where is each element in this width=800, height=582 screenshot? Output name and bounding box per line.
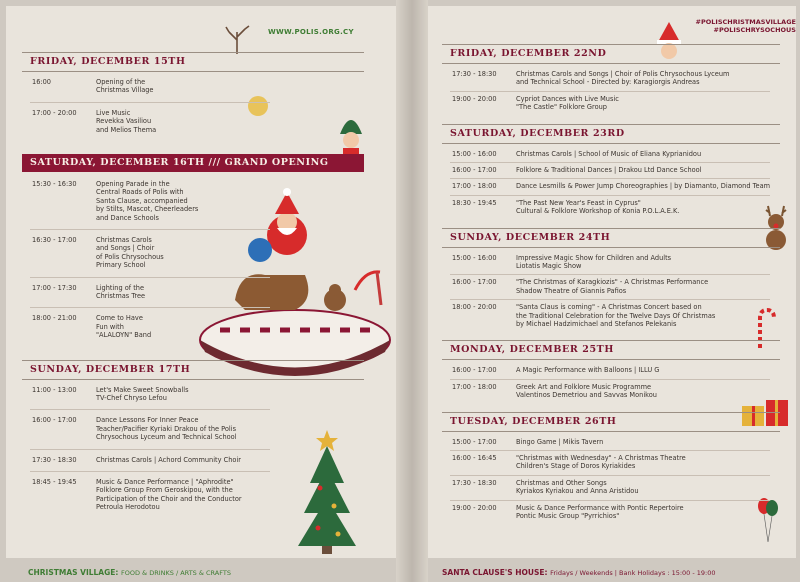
schedule-event [32, 314, 356, 339]
schedule-event [452, 278, 772, 295]
event-time: 16:00 - 17:00 [32, 416, 77, 425]
event-description: A Magic Performance with Balloons | ILLU G [516, 366, 660, 375]
event-description: Bingo Game | Mikis Tavern [516, 437, 604, 446]
schedule-event [452, 504, 772, 521]
website-url[interactable]: WWW.POLIS.ORG.CY [268, 28, 354, 36]
event-description: "The Past New Year's Feast in Cyprus" Cultural & Folklore Workshop of Konia P.O.L.A.E.K. [516, 198, 680, 216]
schedule-event [32, 109, 356, 134]
event-divider [450, 91, 770, 92]
event-time: 17:00 - 17:30 [32, 283, 77, 292]
event-time: 15:30 - 16:30 [32, 180, 77, 188]
schedule-event [452, 438, 772, 446]
event-description: Christmas Carols and Songs | Choir of Polis Chrysochous Lyceum and Technical School - Directed by: Karagiorgis Andreas [516, 70, 730, 87]
event-divider [450, 475, 770, 476]
event-time: 16:00 - 17:00 [452, 166, 497, 174]
event-time: 11:00 - 13:00 [32, 385, 77, 394]
event-time: 18:45 - 19:45 [32, 478, 77, 486]
hashtag-village: #POLISCHRISTMASVILLAGE [695, 18, 796, 26]
schedule-event [452, 366, 772, 374]
hashtag-polis: #POLISCHRYSOCHOUS [713, 26, 796, 34]
event-divider [30, 307, 270, 308]
schedule-event [32, 78, 356, 95]
event-divider [450, 195, 770, 196]
event-description: Opening of the Christmas Village [96, 78, 154, 95]
event-time: 19:00 - 20:00 [452, 94, 497, 103]
event-description: Folklore & Traditional Dances | Drakou Ltd Dance School [516, 166, 702, 174]
event-time: 16:00 - 17:00 [452, 366, 497, 375]
event-time: 18:00 - 21:00 [32, 314, 77, 323]
event-time: 16:00 - 16:45 [452, 454, 497, 462]
schedule-event [32, 284, 356, 301]
event-divider [30, 277, 270, 278]
event-time: 17:00 - 18:00 [452, 382, 497, 391]
event-divider [30, 102, 270, 103]
event-divider [450, 274, 770, 275]
schedule-event [452, 454, 772, 471]
schedule-event [452, 70, 772, 87]
event-time: 16:00 [32, 78, 52, 86]
event-description: Christmas Carols | School of Music of Eliana Kyprianidou [516, 149, 702, 158]
event-description: Impressive Magic Show for Children and Adults Liotatis Magic Show [516, 253, 672, 270]
schedule-event [32, 236, 356, 270]
event-description: "The Christmas of Karagkiozis" - A Christmas Performance Shadow Theatre of Giannis Pafios [516, 278, 709, 295]
event-divider [450, 450, 770, 451]
schedule-event [452, 303, 772, 328]
event-description: Christmas Carols | Achord Community Choir [96, 455, 241, 464]
event-description: Music & Dance Performance | "Aphrodite" Folklore Group From Geroskipou, with the Participation of the Choir and the Conductor Petroula Herodotou [96, 478, 242, 512]
footer-santa-label: SANTA CLAUSE'S HOUSE: [442, 568, 548, 577]
schedule-event [32, 456, 356, 464]
schedule-event [452, 150, 772, 158]
footer-santa-house [442, 566, 716, 580]
event-divider [450, 299, 770, 300]
footer-christmas-village [28, 566, 231, 580]
day-header: SATURDAY, DECEMBER 16TH /// GRAND OPENING [22, 154, 364, 172]
schedule-event [452, 182, 772, 190]
schedule-event [32, 478, 356, 512]
event-description: Let's Make Sweet Snowballs TV-Chef Chryso Lefou [96, 385, 189, 402]
event-time: 15:00 - 16:00 [452, 253, 497, 262]
event-divider [30, 229, 270, 230]
event-description: Live Music Revekka Vasiliou and Melios Thema [96, 108, 157, 134]
event-time: 15:00 - 16:00 [452, 149, 497, 158]
event-description: Christmas and Other Songs Kyriakos Kyriakou and Anna Aristidou [516, 478, 639, 496]
footer-village-label: CHRISTMAS VILLAGE: [28, 568, 119, 577]
event-description: "Santa Claus is coming" - A Christmas Concert based on the Traditional Celebration for the Twelve Days Of Christmas by Michael Hadzimichael and Stefanos Pelekanis [516, 303, 716, 328]
event-time: 18:30 - 19:45 [452, 198, 497, 207]
event-description: Christmas Carols and Songs | Choir of Polis Chrysochous Primary School [96, 236, 164, 270]
event-time: 17:30 - 18:30 [32, 455, 77, 464]
event-description: Come to Have Fun with "ALALOYN" Band [96, 314, 152, 340]
schedule-event [452, 199, 772, 216]
schedule-event [32, 180, 356, 222]
event-description: Dance Lessons For Inner Peace Teacher/Pacifier Kyriaki Drakou of the Polis Chrysochous Lyceum and Technical School [96, 416, 237, 442]
event-divider [30, 471, 270, 472]
event-divider [450, 178, 770, 179]
event-description: Cypriot Dances with Live Music "The Castle" Folklore Group [516, 94, 619, 112]
event-description: Greek Art and Folklore Music Programme Valentinos Demetriou and Savvas Monikou [516, 382, 657, 400]
event-description: Lighting of the Christmas Tree [96, 283, 146, 300]
event-time: 17:00 - 20:00 [32, 108, 77, 117]
hashtags [696, 18, 796, 34]
schedule-event [452, 166, 772, 174]
day-header: SUNDAY, DECEMBER 24TH [442, 228, 780, 248]
event-time: 19:00 - 20:00 [452, 503, 497, 512]
day-header: SATURDAY, DECEMBER 23RD [442, 124, 780, 144]
schedule-event [452, 95, 772, 112]
event-divider [450, 500, 770, 501]
event-time: 17:30 - 18:30 [452, 70, 497, 78]
event-time: 17:30 - 18:30 [452, 478, 497, 487]
page-gutter [396, 0, 428, 582]
event-description: Music & Dance Performance with Pontic Repertoire Pontic Music Group "Pyrrichios" [516, 503, 684, 520]
schedule-event [32, 416, 356, 441]
schedule-event [452, 383, 772, 400]
event-time: 17:00 - 18:00 [452, 182, 497, 191]
event-description: Dance Lesmills & Power Jump Choreographies | by Diamanto, Diamond Team [516, 182, 771, 191]
day-header: SUNDAY, DECEMBER 17TH [22, 360, 364, 380]
schedule-event [32, 386, 356, 403]
event-divider [450, 162, 770, 163]
event-description: "Christmas with Wednesday" - A Christmas Theatre Children's Stage of Doros Kyriakides [516, 454, 686, 471]
tree-branch-illustration [222, 24, 252, 54]
footer-village-detail: FOOD & DRINKS / ARTS & CRAFTS [121, 569, 231, 577]
footer-santa-detail: Fridays / Weekends | Bank Holidays : 15:00 - 19:00 [550, 569, 716, 577]
event-time: 18:00 - 20:00 [452, 303, 497, 312]
day-header: TUESDAY, DECEMBER 26TH [442, 412, 780, 432]
day-header: FRIDAY, DECEMBER 22ND [442, 44, 780, 64]
event-divider [30, 409, 270, 410]
event-time: 16:30 - 17:00 [32, 236, 77, 244]
schedule-event [452, 254, 772, 271]
day-header: MONDAY, DECEMBER 25TH [442, 340, 780, 360]
event-time: 15:00 - 17:00 [452, 437, 497, 446]
event-divider [30, 449, 270, 450]
event-time: 16:00 - 17:00 [452, 278, 497, 287]
event-description: Opening Parade in the Central Roads of Polis with Santa Clause, accompanied by Stilts, Mascot, Cheerleaders and Dance Schools [96, 180, 199, 222]
schedule-event [452, 479, 772, 496]
event-divider [450, 379, 770, 380]
day-header: FRIDAY, DECEMBER 15TH [22, 52, 364, 72]
